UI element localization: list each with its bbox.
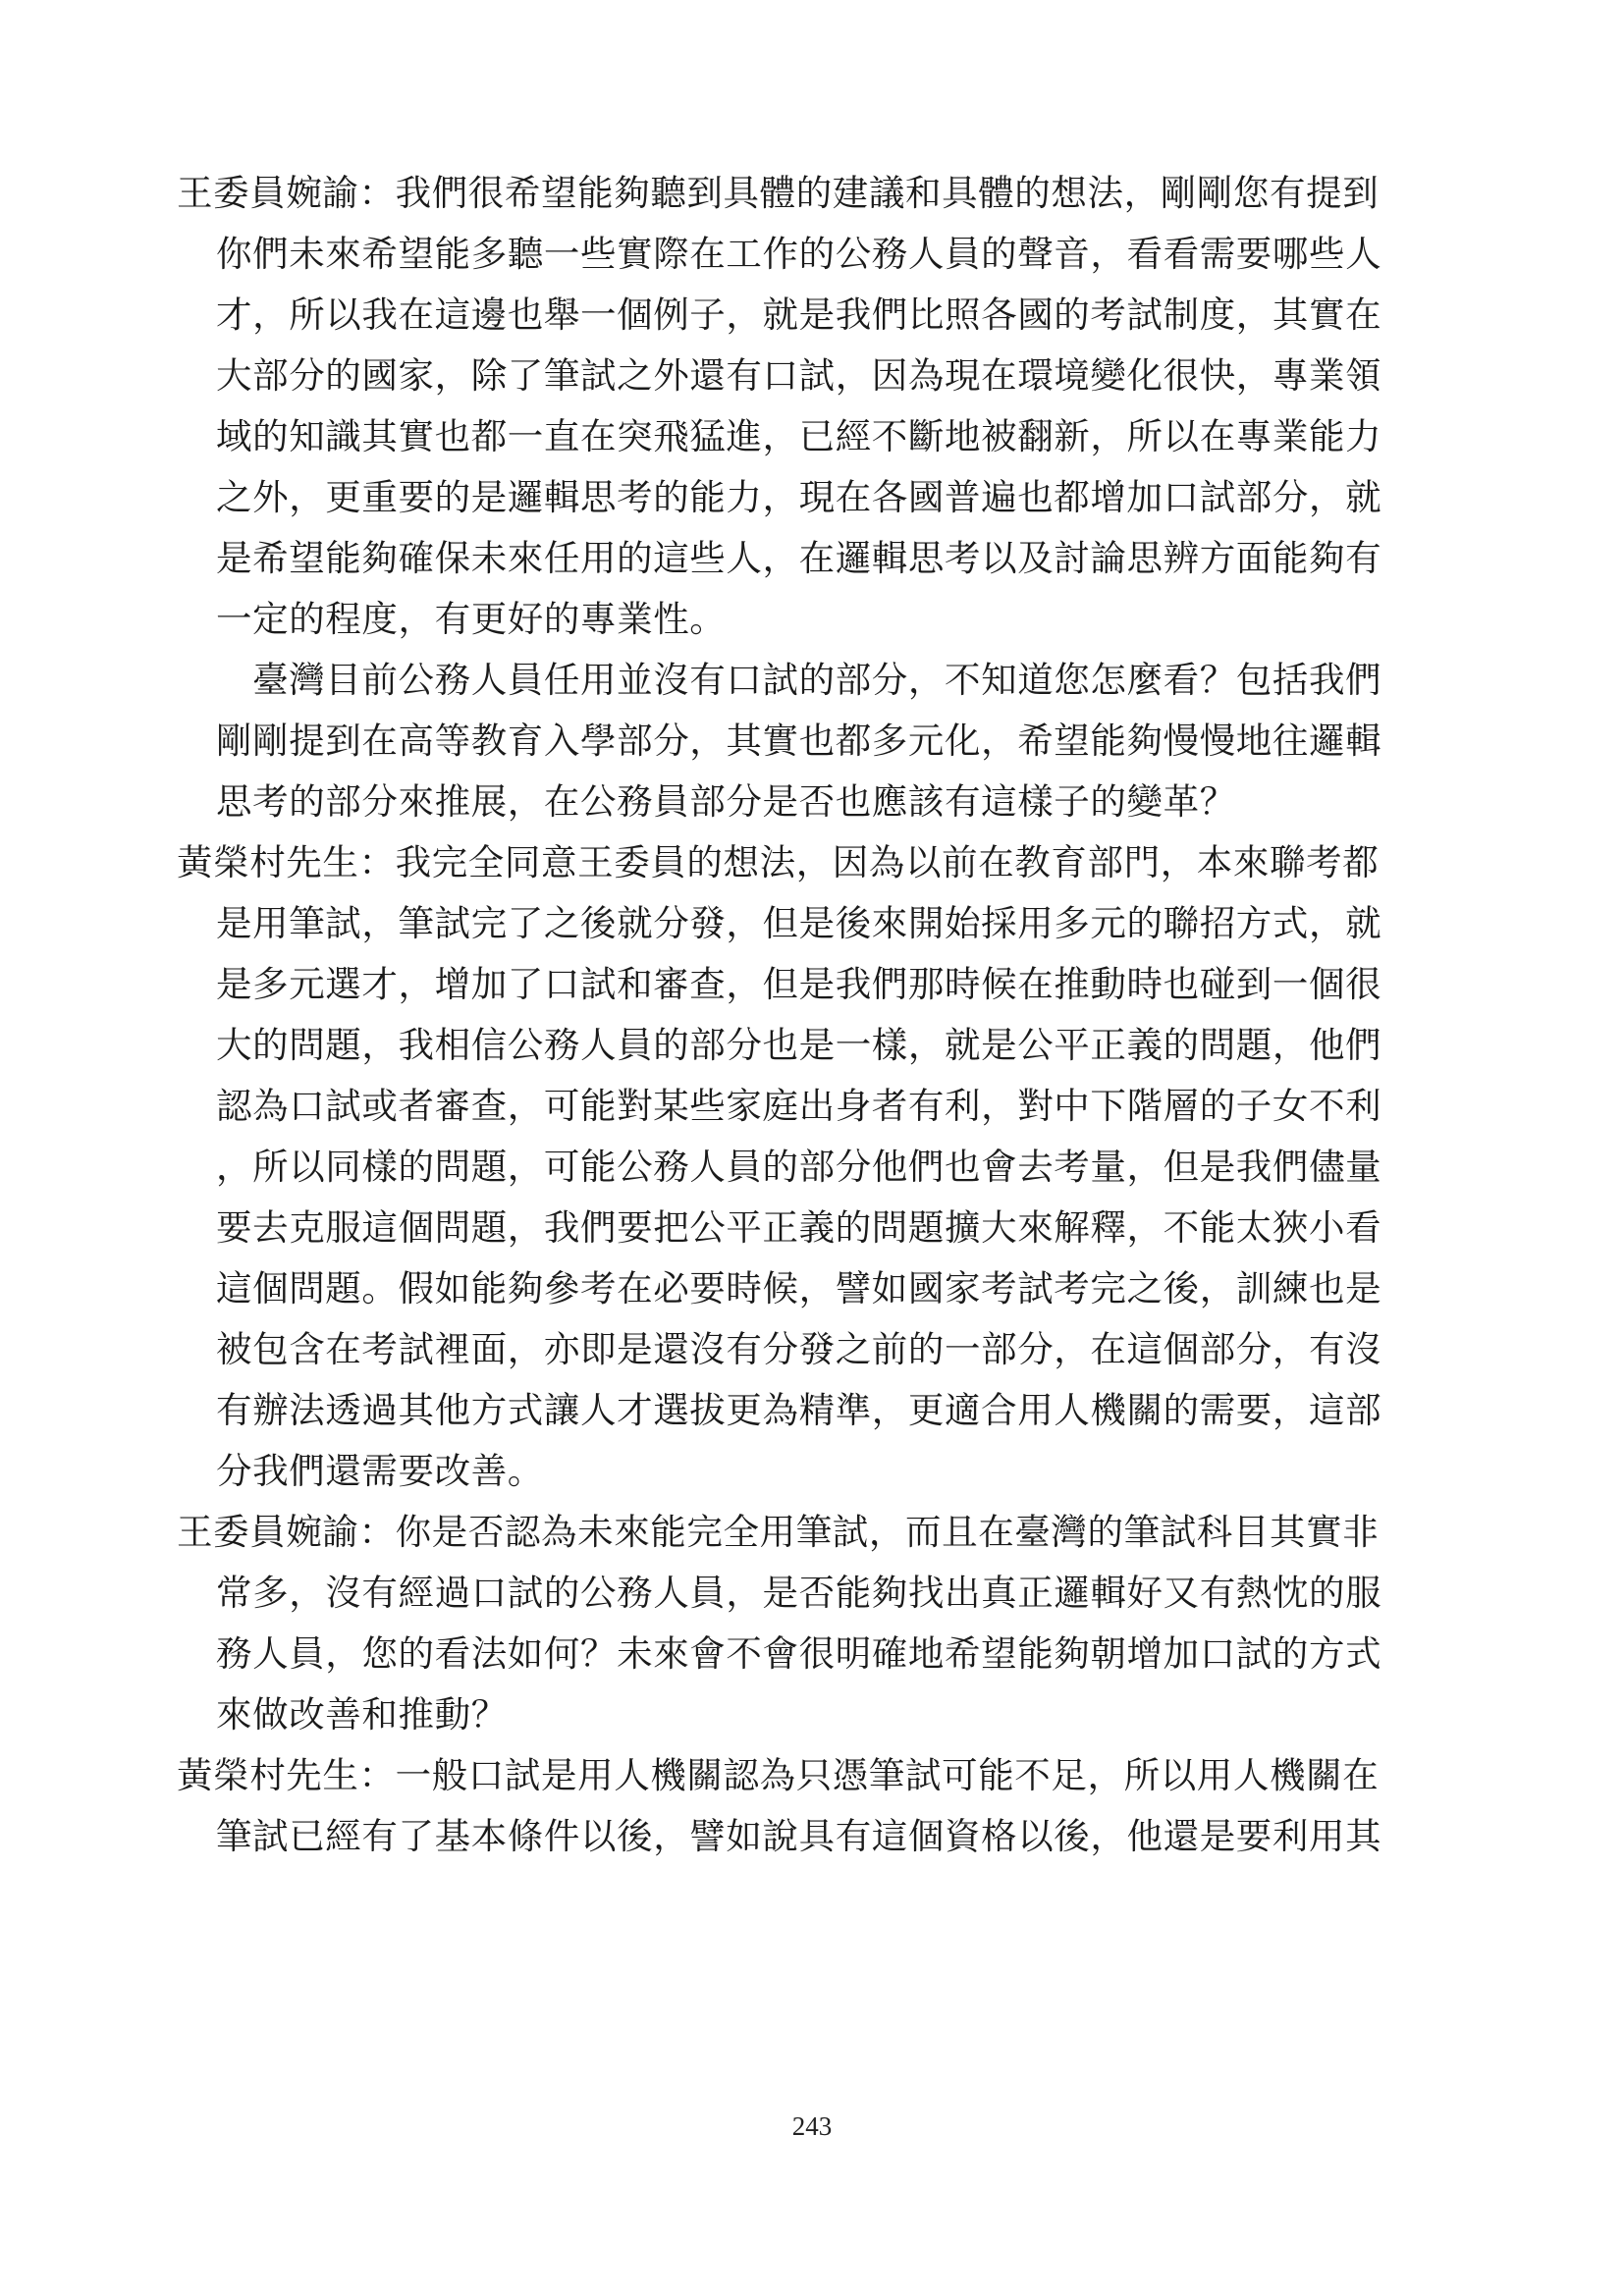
text-line: 大部分的國家，除了筆試之外還有口試，因為現在環境變化很快，專業領 [216, 354, 1382, 397]
text-line: 臺灣目前公務人員任用並沒有口試的部分，不知道您怎麼看？包括我們 [216, 659, 1382, 701]
text-line: 黃榮村先生：一般口試是用人機關認為只憑筆試可能不足，所以用人機關在 [177, 1754, 1380, 1796]
text-line: 一定的程度，有更好的專業性。 [216, 598, 727, 640]
text-line: 這個問題。假如能夠參考在必要時候，譬如國家考試考完之後，訓練也是 [216, 1267, 1382, 1309]
text-line: 剛剛提到在高等教育入學部分，其實也都多元化，希望能夠慢慢地往邏輯 [216, 720, 1382, 762]
text-line: 之外，更重要的是邏輯思考的能力，現在各國普遍也都增加口試部分，就 [216, 476, 1382, 518]
text-line: 你們未來希望能多聽一些實際在工作的公務人員的聲音，看看需要哪些人 [216, 233, 1382, 275]
text-line: 筆試已經有了基本條件以後，譬如說具有這個資格以後，他還是要利用其 [216, 1815, 1382, 1857]
text-line: 認為口試或者審查，可能對某些家庭出身者有利，對中下階層的子女不利 [216, 1085, 1382, 1127]
text-line: ，所以同樣的問題，可能公務人員的部分他們也會去考量，但是我們儘量 [216, 1146, 1382, 1188]
text-line: 務人員，您的看法如何？未來會不會很明確地希望能夠朝增加口試的方式 [216, 1632, 1382, 1675]
text-line: 域的知識其實也都一直在突飛猛進，已經不斷地被翻新，所以在專業能力 [216, 415, 1382, 457]
text-line: 分我們還需要改善。 [216, 1450, 544, 1492]
text-line: 王委員婉諭：你是否認為未來能完全用筆試，而且在臺灣的筆試科目其實非 [177, 1511, 1380, 1553]
text-line: 是用筆試，筆試完了之後就分發，但是後來開始採用多元的聯招方式，就 [216, 902, 1382, 944]
text-line: 是希望能夠確保未來任用的這些人，在邏輯思考以及討論思辨方面能夠有 [216, 537, 1382, 579]
text-line: 思考的部分來推展，在公務員部分是否也應該有這樣子的變革？ [216, 780, 1236, 823]
text-line: 有辦法透過其他方式讓人才選拔更為精準，更適合用人機關的需要，這部 [216, 1389, 1382, 1431]
text-line: 才，所以我在這邊也舉一個例子，就是我們比照各國的考試制度，其實在 [216, 294, 1382, 336]
text-line: 大的問題，我相信公務人員的部分也是一樣，就是公平正義的問題，他們 [216, 1024, 1382, 1066]
text-line: 常多，沒有經過口試的公務人員，是否能夠找出真正邏輯好又有熱忱的服 [216, 1572, 1382, 1614]
text-line: 王委員婉諭：我們很希望能夠聽到具體的建議和具體的想法，剛剛您有提到 [177, 172, 1380, 214]
text-line: 被包含在考試裡面，亦即是還沒有分發之前的一部分，在這個部分，有沒 [216, 1328, 1382, 1370]
text-line: 黃榮村先生：我完全同意王委員的想法，因為以前在教育部門，本來聯考都 [177, 841, 1380, 883]
text-line: 要去克服這個問題，我們要把公平正義的問題擴大來解釋，不能太狹小看 [216, 1206, 1382, 1249]
text-line: 來做改善和推動？ [216, 1693, 508, 1735]
text-line: 是多元選才，增加了口試和審查，但是我們那時候在推動時也碰到一個很 [216, 963, 1382, 1005]
page-number: 243 [791, 2111, 833, 2141]
